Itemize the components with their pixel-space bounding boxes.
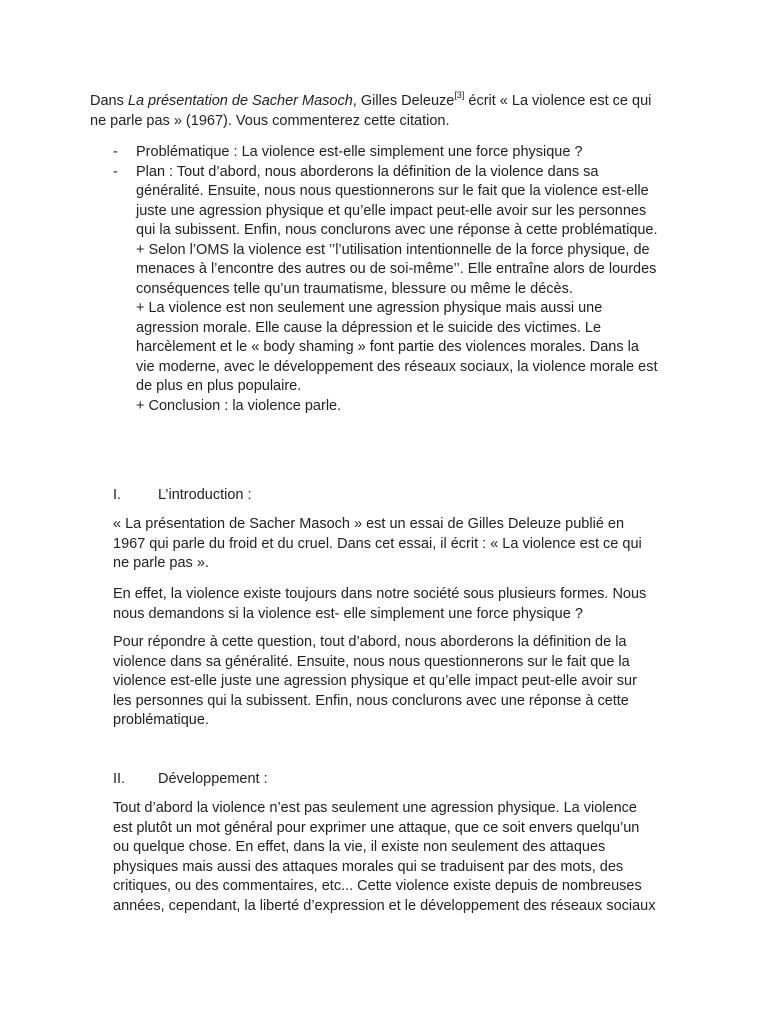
plan-line: agression morale. Elle cause la dépression et le suicide des victimes. Le xyxy=(136,319,602,336)
plan-line: + Conclusion : la violence parle. xyxy=(136,397,342,414)
list-item-plan xyxy=(113,163,693,417)
paragraph-intro-1 xyxy=(113,515,658,574)
paragraph-dev-1 xyxy=(113,799,658,916)
paragraph-line: En effet, la violence existe toujours dans notre société sous plusieurs formes. Nous xyxy=(113,586,647,602)
section-number: I. xyxy=(113,487,122,503)
plan-line: + La violence est non seulement une agression physique mais aussi une xyxy=(136,300,603,316)
plan-line: vie moderne, avec le développement des réseaux sociaux, la violence morale est xyxy=(136,358,658,375)
section-number: II. xyxy=(113,771,126,787)
paragraph-line: physiques mais aussi des attaques morales qui se traduisent par des mots, des xyxy=(113,858,624,875)
paragraph-line: années, cependant, la liberté d’expression et le développement des réseaux sociaux xyxy=(113,897,656,914)
paragraph-line: ou quelque chose. En effet, dans la vie, il existe non seulement des attaques xyxy=(113,839,606,855)
list-item-problematique xyxy=(113,143,693,163)
plan-line: menaces à l’encontre des autres ou de soi-même’’. Elle entraîne alors de lourdes xyxy=(136,261,657,277)
problematique-text: Problématique : La violence est-elle simplement une force physique ? xyxy=(136,144,583,160)
plan-line: conséquences telle qu’un traumatisme, blessure ou même le décès. xyxy=(136,280,573,297)
paragraph-intro-3 xyxy=(113,633,658,731)
section-title: L’introduction : xyxy=(158,487,252,503)
plan-line: qui la subissent. Enfin, nous conclurons avec une réponse à cette problématique. xyxy=(136,222,658,238)
prompt-quote-start: écrit « La violence est ce qui xyxy=(464,93,652,109)
prompt-prefix: Dans xyxy=(90,93,128,109)
paragraph-intro-2 xyxy=(113,585,658,624)
paragraph-line: « La présentation de Sacher Masoch » est un essai de Gilles Deleuze publié en xyxy=(113,516,625,532)
paragraph-line: est plutôt un mot général pour exprimer une attaque, que ce soit envers quelqu’un xyxy=(113,819,640,836)
paragraph-line: problématique. xyxy=(113,712,209,728)
plan-line: Plan : Tout d’abord, nous aborderons la définition de la violence dans sa xyxy=(136,163,599,180)
paragraph-line: les personnes qui la subissent. Enfin, nous conclurons avec une réponse à cette xyxy=(113,692,629,709)
paragraph-line: violence est-elle juste une agression physique et qu’elle impact peut-elle avoir sur xyxy=(113,673,637,689)
paragraph-line: ne parle pas ». xyxy=(113,555,209,571)
plan-line: + Selon l’OMS la violence est ’’l’utilisation intentionnelle de la force physique, de xyxy=(136,241,650,258)
paragraph-line: Tout d’abord la violence n’est pas seulement une agression physique. La violence xyxy=(113,800,637,816)
paragraph-line: violence dans sa généralité. Ensuite, nous nous questionnerons sur le fait que la xyxy=(113,653,630,670)
plan-line: de plus en plus populaire. xyxy=(136,378,302,394)
paragraph-line: 1967 qui parle du froid et du cruel. Dans cet essai, il écrit : « La violence est ce qui xyxy=(113,535,642,552)
book-title: La présentation de Sacher Masoch xyxy=(127,93,353,109)
paragraph-line: Pour répondre à cette question, tout d’abord, nous aborderons la définition de la xyxy=(113,634,627,650)
prompt-line-1 xyxy=(90,92,690,112)
list-dash: - xyxy=(113,163,118,180)
section-heading-developpement xyxy=(113,770,613,790)
plan-line: généralité. Ensuite, nous nous questionnerons sur le fait que la violence est-elle xyxy=(136,183,649,199)
assignment-prompt xyxy=(90,92,690,131)
list-dash: - xyxy=(113,144,118,160)
prompt-line-2: ne parle pas » (1967). Vous commenterez cette citation. xyxy=(90,112,450,129)
paragraph-line: critiques, ou des commentaires, etc... Cette violence existe depuis de nombreuses xyxy=(113,878,642,894)
section-heading-introduction xyxy=(113,486,613,506)
section-title: Développement : xyxy=(158,771,268,787)
outline-list xyxy=(113,143,693,416)
footnote-ref[interactable]: [3] xyxy=(454,90,465,101)
plan-line: harcèlement et le « body shaming » font partie des violences morales. Dans la xyxy=(136,339,639,355)
plan-line: juste une agression physique et qu’elle impact peut-elle avoir sur les personnes xyxy=(136,202,647,219)
paragraph-line: nous demandons si la violence est- elle simplement une force physique ? xyxy=(113,605,583,622)
prompt-author: , Gilles Deleuze xyxy=(352,93,455,109)
